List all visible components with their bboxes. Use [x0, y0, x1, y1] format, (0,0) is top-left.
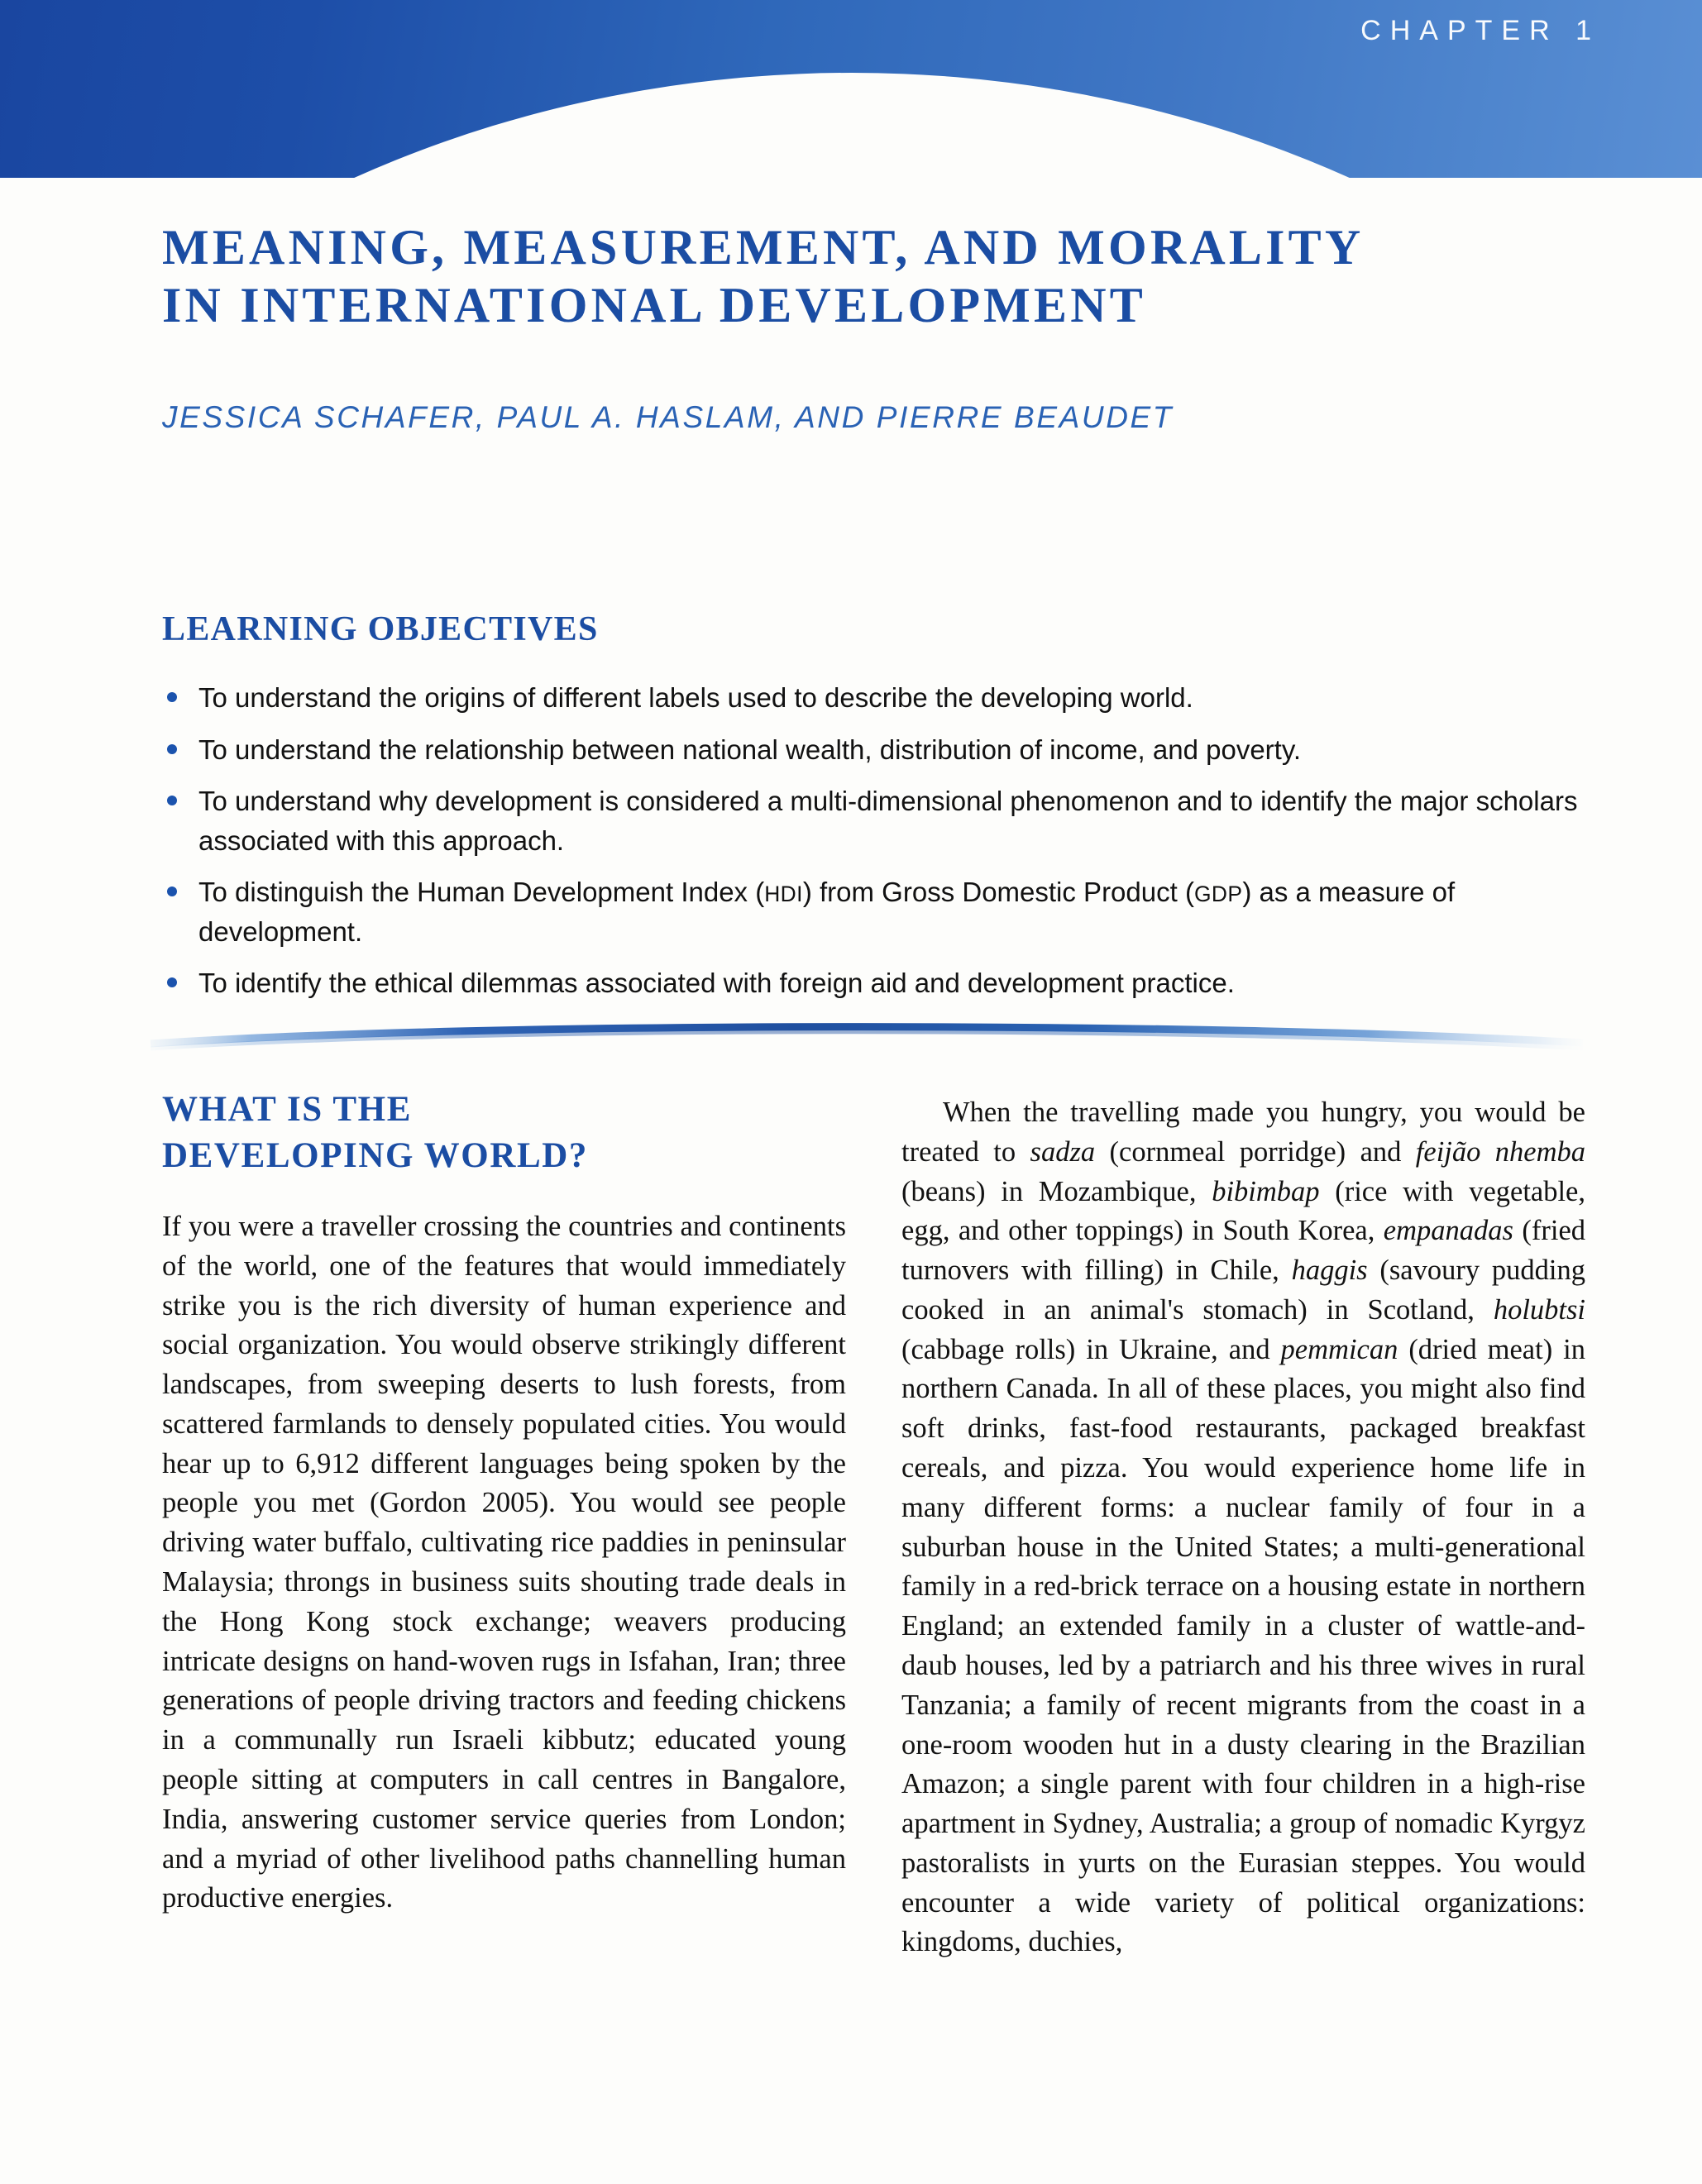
bullet-icon — [167, 887, 177, 896]
learning-objective-item — [162, 963, 1585, 1003]
text-run: (dried meat) in northern Canada. In all of these places, you might also find soft drinks, fast-food restaurants, packaged breakfast cereals, and pizza. You would experience home life in many different forms: a nuclear family of four in a suburban house in the United States; a multi-generational family in a red-brick terrace on a housing estate in northern England; an extended family in a cluster of wattle-and-daub houses, led by a patriarch and his three wives in rural Tanzania; a family of recent migrants from the coast in a one-room wooden hut in a dusty clearing in the Brazilian Amazon; a single parent with four children in a high-rise apartment in Sydney, Australia; a group of nomadic Kyrgyz pastoralists in yurts on the Eurasian steppes. You would encounter a wide variety of political organizations: kingdoms, duchies, — [901, 1333, 1585, 1958]
text-run: (rice with vegetable, egg, and other toppings) in South Korea, — [901, 1175, 1585, 1247]
bullet-icon — [167, 692, 177, 702]
section-divider-arc — [147, 1016, 1586, 1062]
body-column-right — [901, 1093, 1585, 1962]
text-run: To understand why development is considered a multi-dimensional phenomenon and to identify the major scholars associated with this approach. — [198, 786, 1578, 856]
text-run: ) from Gross Domestic Product ( — [802, 877, 1194, 908]
body-paragraph — [162, 1207, 846, 1919]
learning-objective-item — [162, 781, 1585, 860]
italic-term: pemmican — [1280, 1333, 1398, 1365]
text-run: (cornmeal porridge) and — [1095, 1135, 1416, 1168]
author-byline: JESSICA SCHAFER, PAUL A. HASLAM, AND PIERRE BEAUDET — [162, 400, 1174, 434]
small-caps-acronym: GDP — [1193, 882, 1243, 907]
text-run: (beans) in Mozambique, — [901, 1175, 1212, 1207]
body-column-left — [162, 1207, 846, 1919]
bullet-icon — [167, 744, 177, 754]
italic-term: haggis — [1291, 1254, 1368, 1287]
chapter-title-line-2: IN INTERNATIONAL DEVELOPMENT — [162, 278, 1146, 333]
text-run: ) as a measure of development. — [198, 877, 1456, 947]
section-heading — [162, 1087, 791, 1179]
italic-term: sadza — [1030, 1135, 1096, 1168]
text-run: If you were a traveller crossing the countries and continents of the world, one of the features that would immediately strike you is the rich diversity of human experience and social organization. You would observe strikingly different landscapes, from sweeping deserts to lush forests, from scattered farmlands to densely populated cities. You would hear up to 6,912 different languages being spoken by the people you met (Gordon 2005). You would see people driving water buffalo, cultivating rice paddies in peninsular Malaysia; throngs in business suits shouting trade deals in the Hong Kong stock exchange; weavers producing intricate designs on hand-woven rugs in Isfahan, Iran; three generations of people driving tractors and feeding chickens in a communally run Israeli kibbutz; educated young people sitting at computers in call centres in Bangalore, India, answering customer service queries from London; and a myriad of other livelihood paths channelling human productive energies. — [162, 1211, 846, 1914]
bullet-icon — [167, 796, 177, 805]
section-heading-line-2: DEVELOPING WORLD? — [162, 1135, 589, 1175]
text-run: When the travelling made you hungry, you would be treated to — [901, 1097, 1585, 1168]
chapter-label: CHAPTER 1 — [1360, 15, 1600, 46]
text-run: To understand the origins of different labels used to describe the developing world. — [198, 682, 1193, 713]
learning-objective-text — [198, 682, 1193, 713]
italic-term: feijão nhemba — [1415, 1135, 1586, 1168]
text-run: To distinguish the Human Development Index ( — [198, 877, 765, 908]
text-run: (cabbage rolls) in Ukraine, and — [901, 1333, 1281, 1365]
text-run: (fried turnovers with filling) in Chile, — [901, 1215, 1586, 1287]
learning-objective-text — [198, 968, 1235, 998]
body-paragraph — [901, 1093, 1585, 1962]
section-heading-line-1: WHAT IS THE — [162, 1090, 412, 1129]
learning-objective-text — [198, 786, 1577, 856]
text-run: To identify the ethical dilemmas associated with foreign aid and development practice. — [198, 968, 1235, 999]
italic-term: holubtsi — [1493, 1293, 1585, 1326]
learning-objective-item — [162, 730, 1585, 770]
small-caps-acronym: HDI — [764, 882, 803, 907]
text-run: To understand the relationship between national wealth, distribution of income, and poverty. — [198, 734, 1302, 765]
chapter-title — [162, 218, 1585, 334]
learning-objectives-heading: LEARNING OBJECTIVES — [162, 610, 599, 648]
learning-objective-item — [162, 678, 1585, 718]
bullet-icon — [167, 977, 177, 987]
text-run: (savoury pudding cooked in an animal's stomach) in Scotland, — [901, 1254, 1585, 1326]
italic-term: empanadas — [1383, 1215, 1513, 1247]
chapter-title-line-1: MEANING, MEASUREMENT, AND MORALITY — [162, 220, 1365, 275]
learning-objective-text — [198, 877, 1455, 947]
chapter-header-banner — [0, 0, 1702, 178]
learning-objective-item — [162, 872, 1585, 951]
learning-objective-text — [198, 734, 1301, 765]
learning-objectives-list — [162, 678, 1585, 1016]
italic-term: bibimbap — [1212, 1175, 1320, 1207]
